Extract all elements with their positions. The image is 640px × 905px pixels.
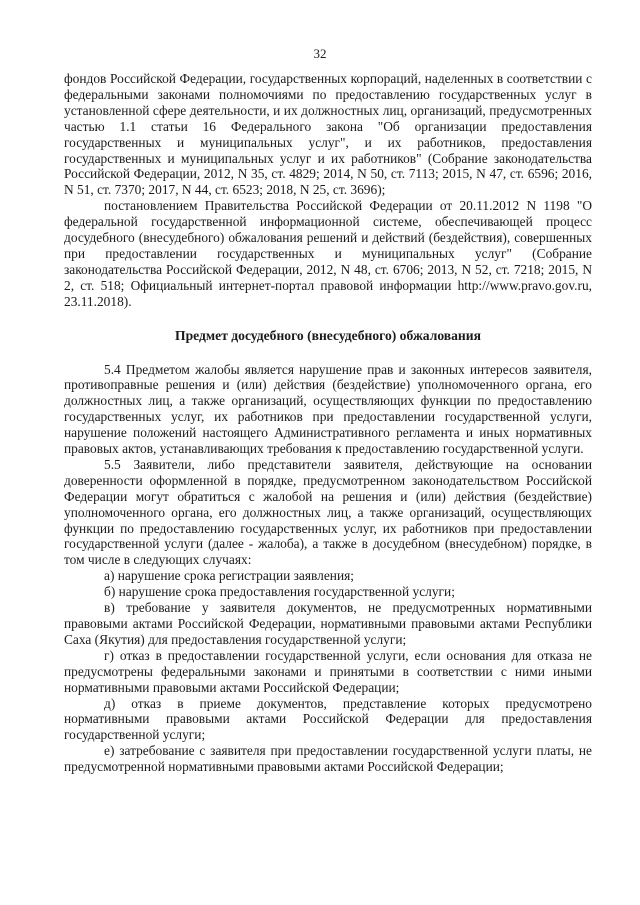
section-heading: Предмет досудебного (внесудебного) обжалования [175, 327, 481, 343]
paragraph-5-5: 5.5 Заявители, либо представители заявителя, действующие на основании доверенности оформленной в порядке, предусмотренном законодательством Российской Федерации могут обратиться с жалобой на решения и (или) действия (бездействие) уполномоченного органа, его должностных лиц, а также организаций, осуществляющих функции по предоставлению государственных услуг, их работников при предоставлении государственной услуги (далее - жалоба), а также в досудебном (внесудебном) порядке, в том числе в следующих случаях: [64, 456, 592, 568]
list-item-e: е) затребование с заявителя при предоставлении государственной услуги платы, не предусмотренной нормативными правовыми актами Российской Федерации; [64, 743, 592, 775]
list-item-v: в) требование у заявителя документов, не предусмотренных нормативными правовыми актами Российской Федерации, нормативными правовыми актами Республики Саха (Якутия) для предоставления государственной услуги; [64, 600, 592, 647]
list-item-a: а) нарушение срока регистрации заявления; [104, 568, 354, 584]
list-item-g: г) отказ в предоставлении государственной услуги, если основания для отказа не предусмотрены федеральными законами и принятыми в соответствии с ними иными нормативными правовыми актами Российской Федерации; [64, 647, 592, 695]
paragraph-5-4: 5.4 Предметом жалобы является нарушение прав и законных интересов заявителя, противоправные решения и (или) действия (бездействие) уполномоченного органа, его должностных лиц, а также организаций, осуществляющих функции по предоставлению государственных услуг, их работников при предоставлении государственной услуги, нарушение положений настоящего Административного регламента и иных нормативных правовых актов, устанавливающих требования к предоставлению государственной услуги. [64, 361, 592, 457]
spacer [64, 310, 592, 328]
list-item-b: б) нарушение срока предоставления государственной услуги; [104, 584, 455, 600]
paragraph-resolution-1198: постановлением Правительства Российской Федерации от 20.11.2012 N 1198 "О федеральной государственной информационной системе, обеспечивающей процесс досудебного (внесудебного) обжалования решений и действий (бездействия), совершенных при предоставлении государственных и муниципальных услуг" (Собрание законодательства Российской Федерации, 2012, N 48, ст. 6706; 2013, N 52, ст. 7218; 2015, N 2, ст. 518; Официальный интернет-портал правовой информации http://www.pravo.gov.ru, 23.11.2018). [64, 198, 592, 309]
paragraph-continuation: фондов Российской Федерации, государственных корпораций, наделенных в соответствии с федеральными законами полномочиями по предоставлению государственных услуг в установленной сфере деятельности, и их должностных лиц, организаций, предусмотренных частью 1.1 статьи 16 Федерального закона "Об организации предоставления государственных и муниципальных услуг", и их работников, предоставления государственных и муниципальных услуг и их работников" (Собрание законодательства Российской Федерации, 2012, N 35, ст. 4829; 2014, N 50, ст. 7113; 2015, N 47, ст. 6596; 2016, N 51, ст. 7370; 2017, N 44, ст. 6523; 2018, N 25, ст. 3696); [64, 71, 592, 198]
page-number: 32 [313, 46, 327, 61]
list-item-d: д) отказ в приеме документов, представление которых предусмотрено нормативными правовыми актами Российской Федерации для предоставления государственной услуги; [64, 695, 592, 743]
spacer [64, 344, 592, 362]
document-body [64, 71, 592, 775]
